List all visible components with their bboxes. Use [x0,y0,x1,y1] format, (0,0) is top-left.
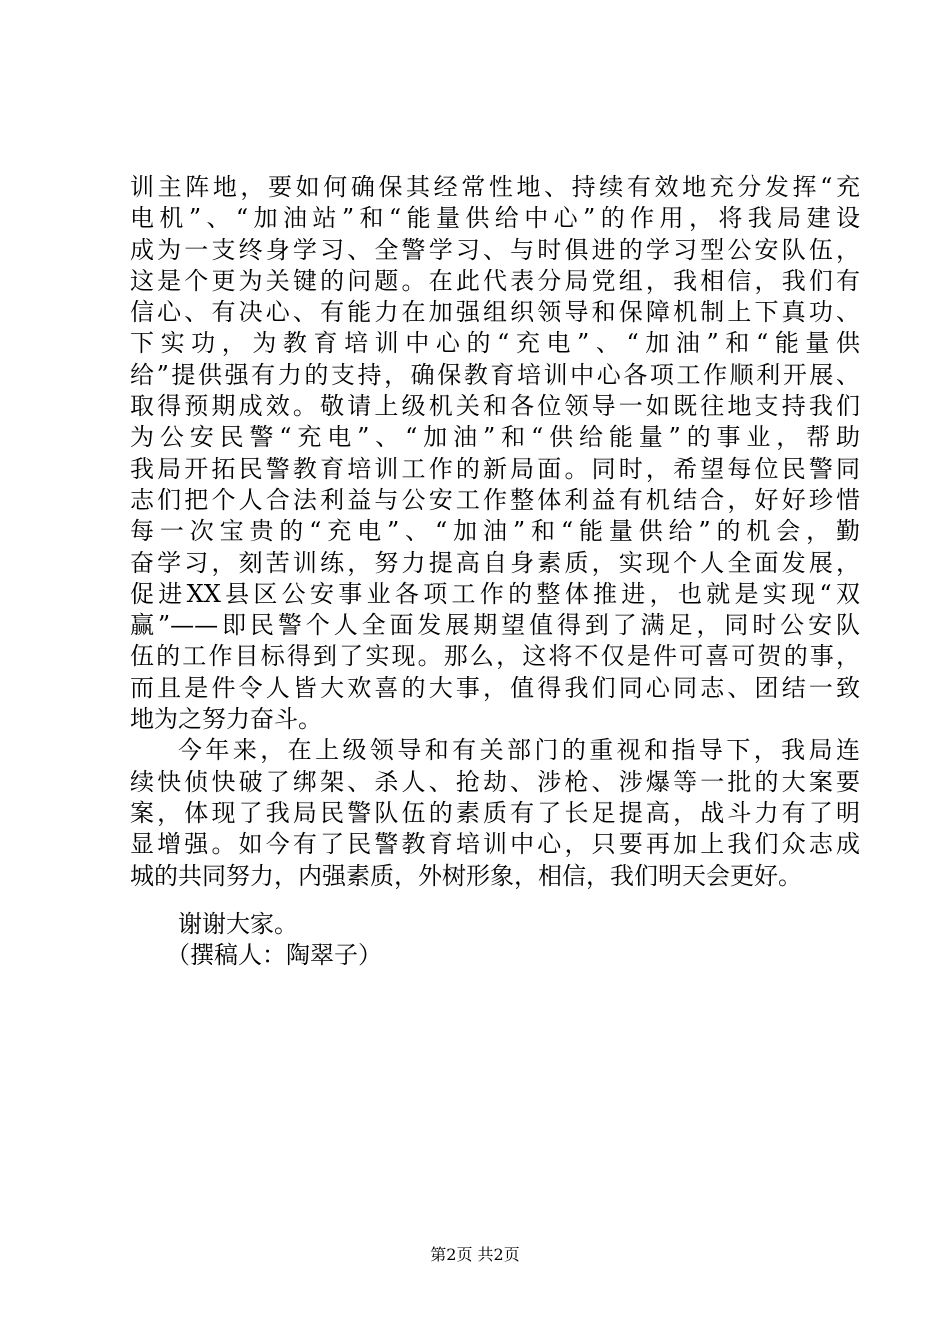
text-line: 伍的工作目标得到了实现。那么，这将不仅是件可喜可贺的事， [130,642,860,671]
text-line: 续快侦快破了绑架、杀人、抢劫、涉枪、涉爆等一批的大案要 [130,767,860,796]
page-footer [0,1245,950,1265]
text-line: 下实功，为教育培训中心的“充电”、“加油”和“能量供 [130,329,860,358]
text-line: 给”提供强有力的支持，确保教育培训中心各项工作顺利开展、 [130,360,860,389]
author-credit: （撰稿人：陶翠子） [166,941,382,969]
text-line: 而且是件令人皆大欢喜的大事，值得我们同心同志、团结一致 [130,673,860,702]
text-line: 为公安民警“充电”、“加油”和“供给能量”的事业，帮助 [130,423,860,452]
page-number: 第2页 共2页 [430,1245,520,1264]
text-line: 这是个更为关键的问题。在此代表分局党组，我相信，我们有 [130,266,860,295]
text-line: 每一次宝贵的“充电”、“加油”和“能量供给”的机会，勤 [130,517,860,546]
text-line: 地为之努力奋斗。 [130,705,322,734]
text-line: 奋学习，刻苦训练，努力提高自身素质，实现个人全面发展， [130,548,860,577]
document-body [130,172,860,892]
text-line: 今年来，在上级领导和有关部门的重视和指导下，我局连 [178,736,860,765]
text-line: 显增强。如今有了民警教育培训中心，只要再加上我们众志成 [130,830,860,859]
text-line: 训主阵地，要如何确保其经常性地、持续有效地充分发挥“充 [130,173,860,201]
paragraph-2 [130,735,860,891]
text-line: 案，体现了我局民警队伍的素质有了长足提高，战斗力有了明 [130,798,860,827]
text-line: 电机”、“加油站”和“能量供给中心”的作用，将我局建设 [130,204,860,233]
closing-section [130,909,860,971]
text-line: 志们把个人合法利益与公安工作整体利益有机结合，好好珍惜 [130,485,860,514]
text-line: 取得预期成效。敬请上级机关和各位领导一如既往地支持我们 [130,392,860,421]
text-line: 城的共同努力，内强素质，外树形象，相信，我们明天会更好。 [130,861,802,890]
text-line: 促进XX县区公安事业各项工作的整体推进，也就是实现“双 [130,579,860,608]
text-line: 成为一支终身学习、全警学习、与时俱进的学习型公安队伍， [130,235,860,264]
text-line: 信心、有决心、有能力在加强组织领导和保障机制上下真功、 [130,298,860,327]
closing-thanks: 谢谢大家。 [178,910,298,938]
text-line: 赢”——即民警个人全面发展期望值得到了满足，同时公安队 [130,611,860,640]
text-line: 我局开拓民警教育培训工作的新局面。同时，希望每位民警同 [130,454,860,483]
paragraph-1 [130,172,860,735]
